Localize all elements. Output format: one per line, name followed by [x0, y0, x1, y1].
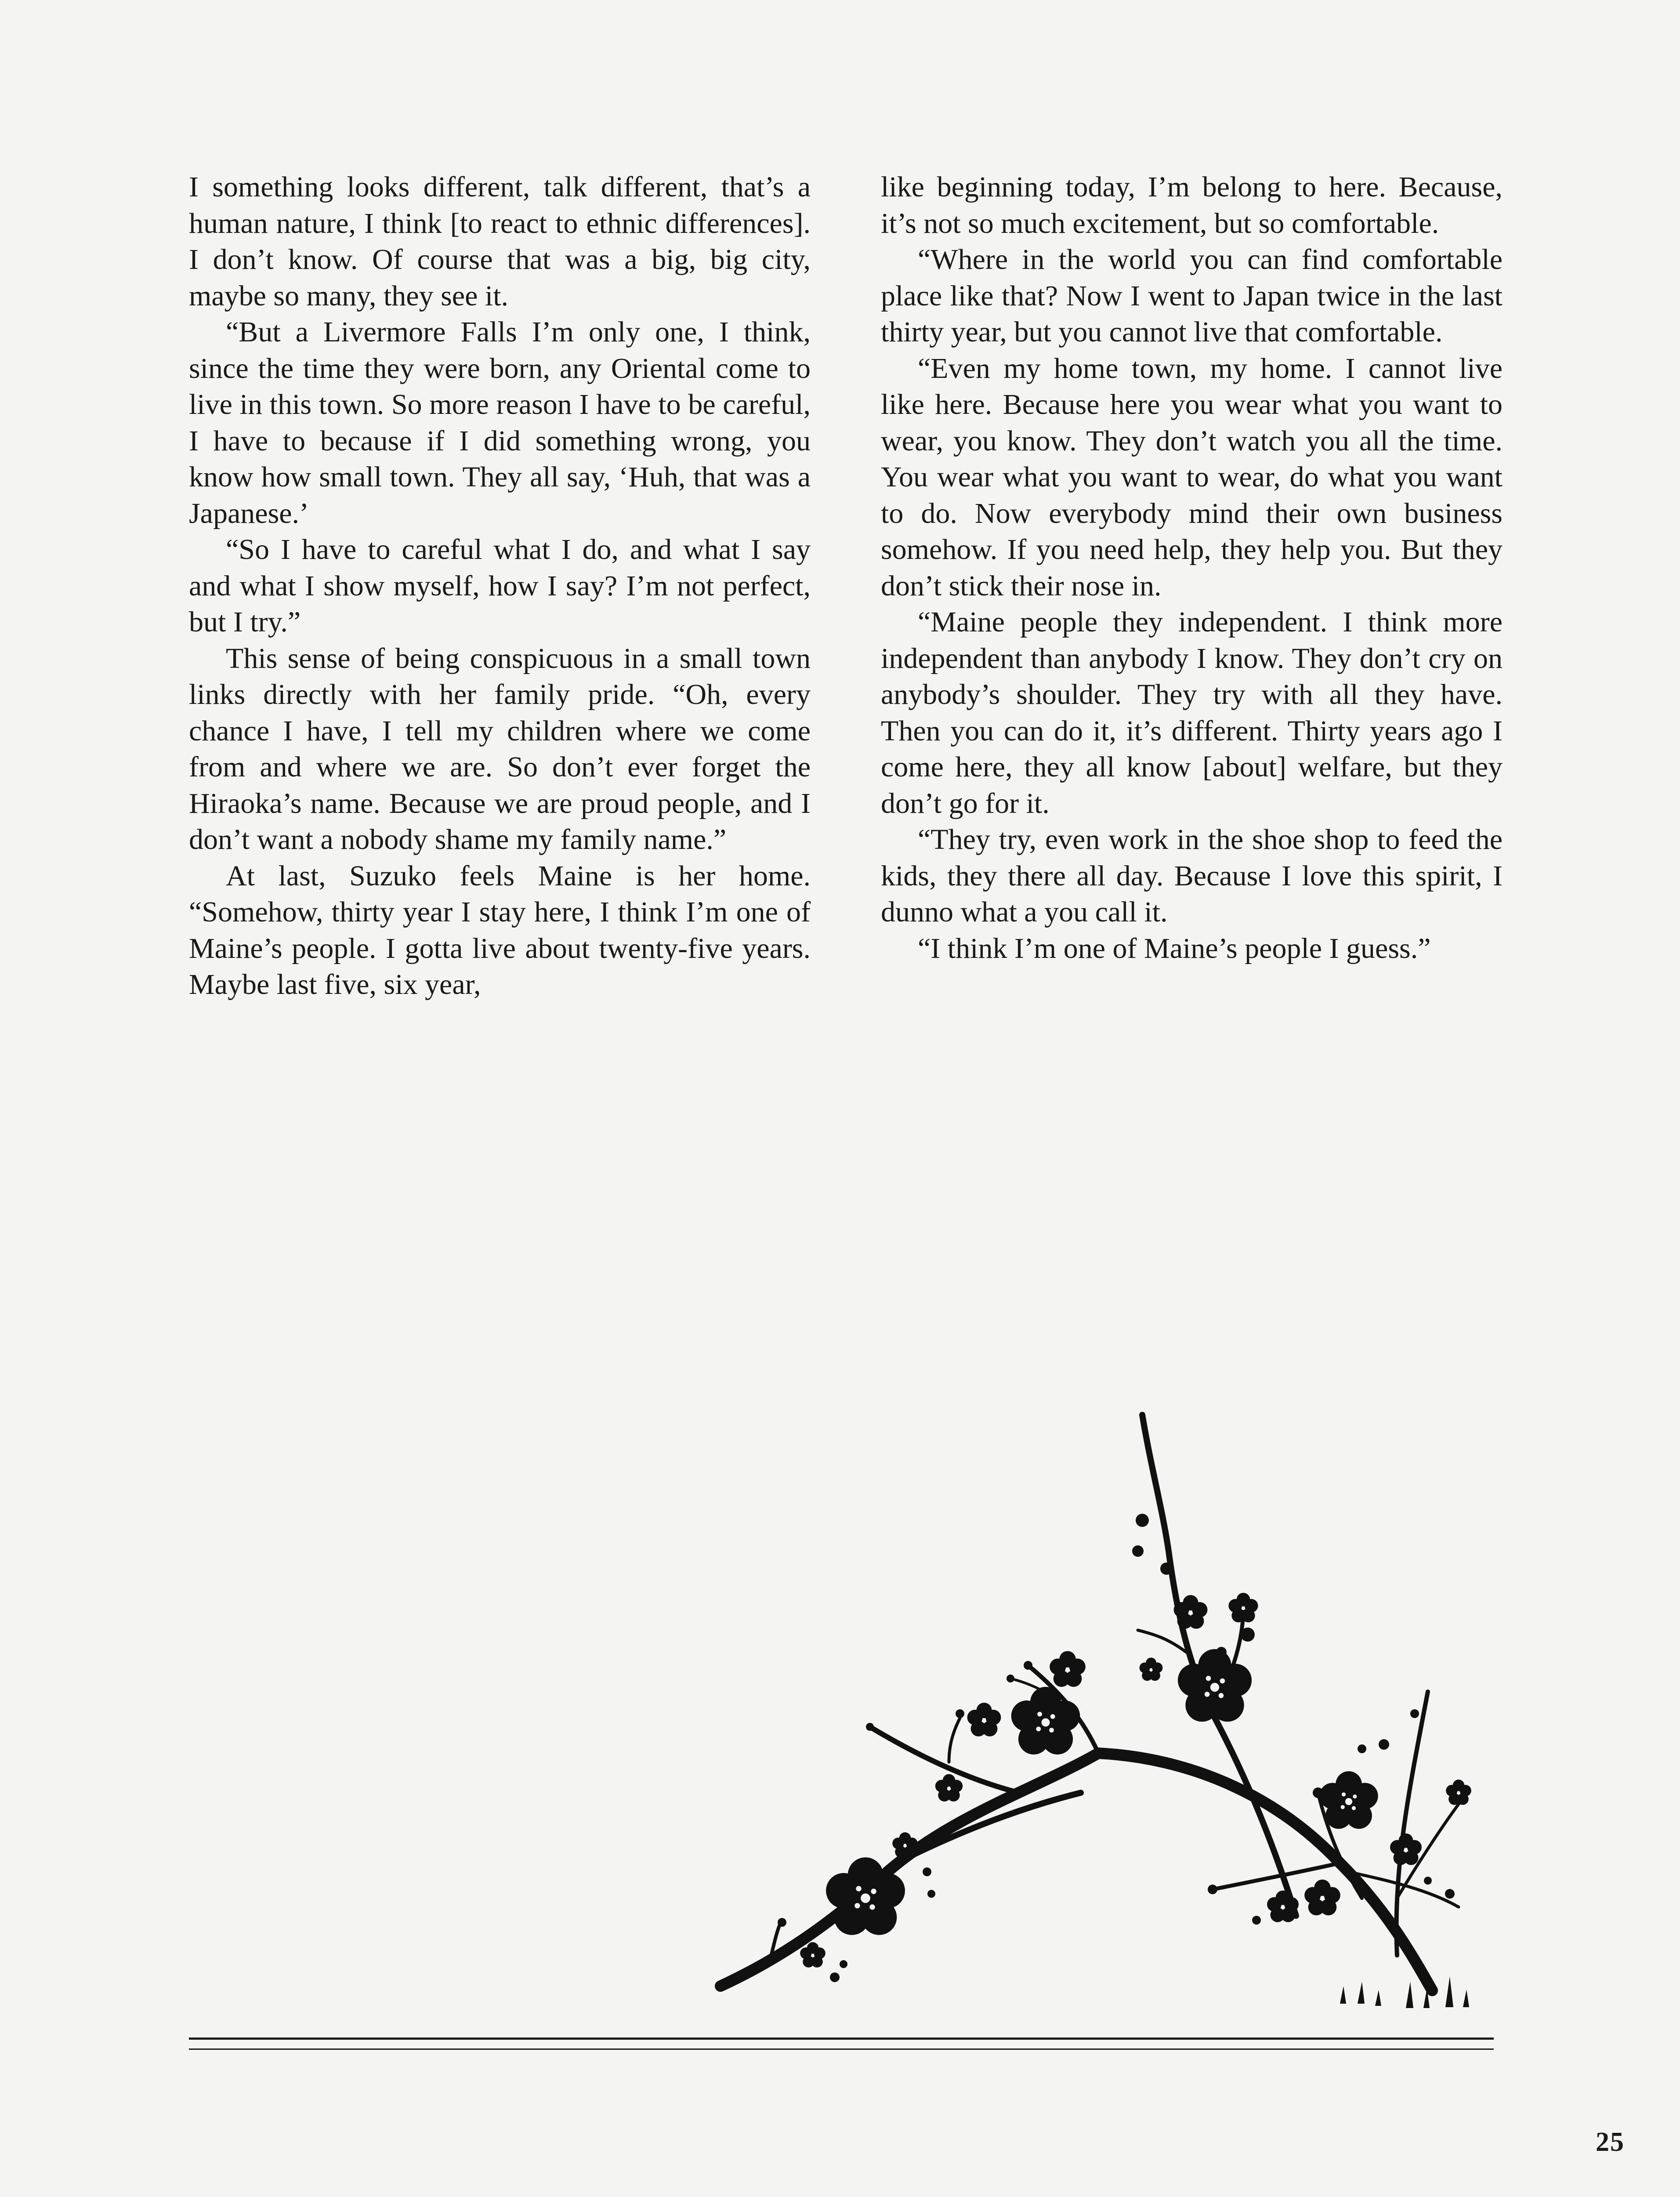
divider-rule-bottom	[189, 2048, 1494, 2050]
paragraph: “I think I’m one of Maine’s people I guess.”	[918, 932, 1431, 964]
paragraph: “They try, even work in the shoe shop to feed the kids, they there all day. Because I love this spirit, I dunno what a you call it.	[881, 823, 1503, 928]
paragraph: like beginning today, I’m belong to here. Because, it’s not so much excitement, but so comfortable.	[881, 171, 1503, 239]
paragraph: “So I have to careful what I do, and what I say and what I show myself, how I say? I’m not perfect, but I try.”	[189, 533, 811, 638]
paragraph: I something looks different, talk different, that’s a human nature, I think [to react to ethnic differences]. I don’t know. Of course that was a big, big city, maybe so many, they see it.	[189, 171, 811, 312]
divider-rule-top	[189, 2037, 1494, 2040]
paragraph: “Where in the world you can find comfortable place like that? Now I went to Japan twice in the last thirty year, but you cannot live that comfortable.	[881, 243, 1503, 348]
paragraph: This sense of being conspicuous in a small town links directly with her family pride. “Oh, every chance I have, I tell my children where we come from and where we are. So don’t ever forget the Hiraoka’s name. Because we are proud people, and I don’t want a nobody shame my family name.”	[189, 642, 811, 856]
plum-blossom-branch-icon	[703, 1406, 1503, 2021]
page-number: 25	[1596, 2127, 1625, 2157]
paragraph: “But a Livermore Falls I’m only one, I think, since the time they were born, any Oriental come to live in this town. So more reason I have to be careful, I have to because if I did something wrong, you know how small town. They all say, ‘Huh, that was a Japanese.’	[189, 316, 811, 529]
right-text-column	[881, 169, 1503, 967]
paragraph: “Even my home town, my home. I cannot live like here. Because here you wear what you want to wear, you know. They don’t watch you all the time. You wear what you want to wear, do what you want to do. Now everybody mind their own business somehow. If you need help, they help you. But they don’t stick their nose in.	[881, 352, 1503, 602]
paragraph: “Maine people they independent. I think more independent than anybody I know. They don’t cry on anybody’s shoulder. They try with all they have. Then you can do it, it’s different. Thirty years ago I come here, they all know [about] welfare, but they don’t go for it.	[881, 606, 1503, 819]
left-text-column	[189, 169, 811, 1003]
paragraph: At last, Suzuko feels Maine is her home. “Somehow, thirty year I stay here, I think I’m one of Maine’s people. I gotta live about twenty-five years. Maybe last five, six year,	[189, 859, 811, 1001]
